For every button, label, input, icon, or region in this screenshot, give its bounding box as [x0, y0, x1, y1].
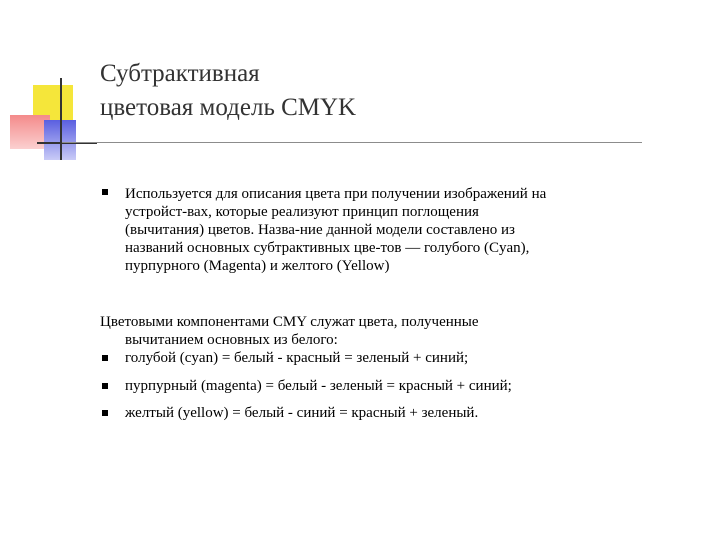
- bullet-square-icon: [102, 189, 108, 195]
- paragraph-line: Цветовыми компонентами CMY служат цвета, полученные: [100, 314, 479, 330]
- decor-vertical-line: [60, 78, 62, 160]
- bullet-line: устройст-вах, которые реализуют принцип поглощения: [125, 204, 479, 220]
- cmy-intro-paragraph: [100, 313, 479, 349]
- bullet-square-icon: [102, 383, 108, 389]
- title-underline-rule: [62, 142, 642, 143]
- bullet-square-icon: [102, 355, 108, 361]
- slide-title-line-1: Субтрактивная: [100, 60, 260, 87]
- bullet-square-icon: [102, 410, 108, 416]
- bullet-line: названий основных субтрактивных цве-тов — голубого (Cyan),: [125, 240, 530, 256]
- slide-title: [100, 57, 356, 125]
- list-item-magenta: пурпурный (magenta) = белый - зеленый = красный + синий;: [125, 378, 512, 394]
- bullet-line: пурпурного (Magenta) и желтого (Yellow): [125, 258, 390, 274]
- bullet-line: (вычитания) цветов. Назва-ние данной модели составлено из: [125, 222, 515, 238]
- bullet-paragraph-description: [125, 185, 546, 275]
- list-item-yellow: желтый (yellow) = белый - синий = красный + зеленый.: [125, 405, 479, 421]
- list-item-cyan: голубой (cyan) = белый - красный = зеленый + синий;: [125, 350, 469, 366]
- slide-title-line-2: цветовая модель CMYK: [100, 94, 357, 121]
- paragraph-line: вычитанием основных из белого:: [125, 332, 338, 348]
- bullet-line: Используется для описания цвета при получении изображений на: [125, 186, 547, 202]
